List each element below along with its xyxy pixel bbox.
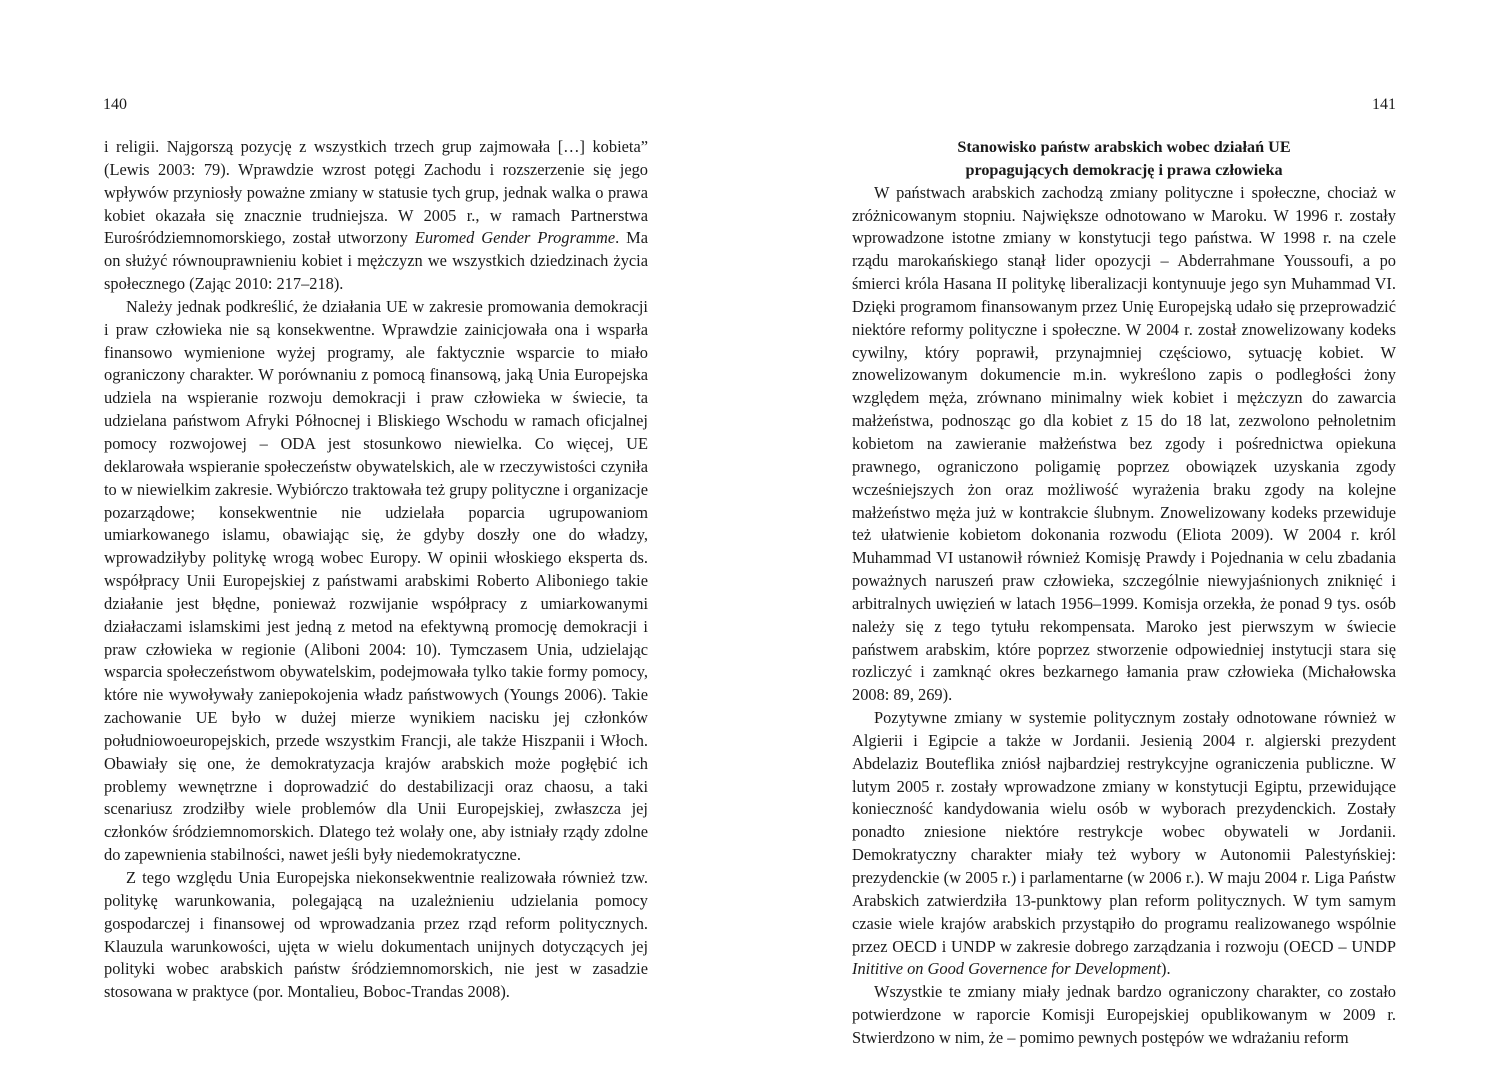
section-heading-line: propagujących demokrację i prawa człowieka <box>965 160 1283 179</box>
italic-title: Inititive on Good Governence for Development <box>852 959 1162 979</box>
section-heading-line: Stanowisko państw arabskich wobec działań UE <box>957 138 1291 156</box>
paragraph: Z tego względu Unia Europejska niekonsekwentnie realizowała również tzw. politykę warunkowania, polegającą na uzależnieniu udzielania pomocy gospodarczej i finansowej od wprowadzania przez rząd reform politycznych. Klauzula warunkowości, ujęta w wielu dokumentach unijnych dotyczących jej polityki wobec arabskich państw śródziemnomorskich, nie jest w zasadzie stosowana w praktyce (por. Montalieu, Boboc-Trandas 2008). <box>104 868 648 1002</box>
paragraph <box>852 707 1396 981</box>
paragraph-text: Pozytywne zmiany w systemie politycznym zostały odnotowane również w Algierii i Egipcie a także w Jordanii. Jesienią 2004 r. algierski prezydent Abdelaziz Bouteflika zniósł najbardziej restrykcyjne ograniczenia publiczne. W lutym 2005 r. zostały wprowadzone zmiany w konstytucji Egiptu, przewidujące konieczność kandydowania wielu osób w wyborach prezydenckich. Zostały ponadto zniesione niektóre restrykcje wobec obywateli w Jordanii. Demokratyczny charakter miały też wybory w Autonomii Palestyńskiej: prezydenckie (w 2005 r.) i parlamentarne (w 2006 r.). W maju 2004 r. Liga Państw Arabskich zatwierdziła 13-punktowy plan reform politycznych. W tym samym czasie wiele krajów arabskich przystąpiło do programu realizowanego wspólnie przez OECD i UNDP w zakresie dobrego zarządzania i rozwoju (OECD – UNDP <box>852 708 1396 956</box>
page-number-left: 140 <box>103 96 127 113</box>
paragraph: Należy jednak podkreślić, że działania UE w zakresie promowania demokracji i praw człowieka nie są konsekwentne. Wprawdzie zainicjowała ona i wsparła finansowo wymienione wyżej programy, ale faktycznie wsparcie to miało ograniczony charakter. W porównaniu z pomocą finansową, jaką Unia Europejska udziela na wspieranie rozwoju demokracji i praw człowieka w świecie, ta udzielana państwom Afryki Północnej i Bliskiego Wschodu w ramach oficjalnej pomocy rozwojowej – ODA jest stosunkowo niewielka. Co więcej, UE deklarowała wspieranie społeczeństw obywatelskich, ale w rzeczywistości czyniła to w niewielkim zakresie. Wybiórczo traktowała też grupy polityczne i organizacje pozarządowe; konsekwentnie nie udzielała poparcia ugrupowaniom umiarkowanego islamu, obawiając się, że gdyby doszły one do władzy, wprowadziłyby politykę wrogą wobec Europy. W opinii włoskiego eksperta ds. współpracy Unii Europejskiej z państwami arabskimi Roberto Aliboniego takie działanie jest błędne, ponieważ rozwijanie współpracy z umiarkowanymi działaczami islamskimi jest jedną z metod na efektywną promocję demokracji i praw człowieka w regionie (Aliboni 2004: 10). Tymczasem Unia, udzielając wsparcia społeczeństwom obywatelskim, podejmowała tylko takie formy pomocy, które nie wywoływały zaniepokojenia władz państwowych (Youngs 2006). Takie zachowanie UE było w dużej mierze wynikiem nacisku jej członków południowoeuropejskich, przede wszystkim Francji, ale także Hiszpanii i Włoch. Obawiały się one, że demokratyzacja krajów arabskich może pogłębić ich problemy wewnętrzne i doprowadzić do destabilizacji oraz chaosu, a taki scenariusz zrodziłby wiele problemów dla Unii Europejskiej, zwłaszcza jej członków śródziemnomorskich. Dlatego też wolały one, aby istniały rządy zdolne do zapewnienia stabilności, nawet jeśli były niedemokratyczne. <box>104 296 648 865</box>
page-number-right: 141 <box>1372 96 1396 113</box>
left-page-body <box>104 136 648 1004</box>
italic-title: Euromed Gender Programme <box>414 228 616 248</box>
paragraph-text: . Ma on służyć równouprawnieniu kobiet i mężczyzn we wszystkich dziedzinach życia społecznego (Zając 2010: 217–218). <box>104 228 648 294</box>
right-page-body <box>852 136 1396 1050</box>
paragraph: W państwach arabskich zachodzą zmiany polityczne i społeczne, chociaż w zróżnicowanym stopniu. Największe odnotowano w Maroku. W 1996 r. zostały wprowadzone istotne zmiany w konstytucji tego państwa. W 1998 r. na czele rządu marokańskiego stanął lider opozycji – Abderrahmane Youssoufi, a po śmierci króla Hasana II politykę liberalizacji kontynuuje jego syn Muhammad VI. Dzięki programom finansowanym przez Unię Europejską udało się przeprowadzić niektóre reformy polityczne i społeczne. W 2004 r. został znowelizowany kodeks cywilny, który poprawił, przynajmniej częściowo, sytuację kobiet. W znowelizowanym dokumencie m.in. wykreślono zapis o podległości żony względem męża, zrównano minimalny wiek kobiet i mężczyzn do zawarcia małżeństwa, podnosząc go dla kobiet z 15 do 18 lat, zezwolono pełnoletnim kobietom na zawieranie małżeństwa bez zgody i pośrednictwa opiekuna prawnego, ograniczono poligamię poprzez obowiązek uzyskania zgody wcześniejszych żon oraz możliwość wyrażenia braku zgody na kolejne małżeństwo męża już w kontrakcie ślubnym. Znowelizowany kodeks przewiduje też ułatwienie kobietom dokonania rozwodu (Eliota 2009). W 2004 r. król Muhammad VI ustanowił również Komisję Prawdy i Pojednania w celu zbadania poważnych naruszeń praw człowieka, szczególnie niewyjaśnionych zniknięć i arbitralnych uwięzień w latach 1956–1999. Komisja orzekła, że ponad 9 tys. osób należy się z tego tytułu rekompensata. Maroko jest pierwszym w świecie państwem arabskim, które poprzez stworzenie odpowiedniej instytucji stara się rozliczyć i zamknąć okres bezkarnego łamania praw człowieka (Michałowska 2008: 89, 269). <box>852 182 1396 705</box>
paragraph: Wszystkie te zmiany miały jednak bardzo ograniczony charakter, co zostało potwierdzone w raporcie Komisji Europejskiej opublikowanym w 2009 r. Stwierdzono w nim, że – pomimo pewnych postępów we wdrażaniu reform <box>852 982 1396 1047</box>
paragraph-text: i religii. Najgorszą pozycję z wszystkich trzech grup zajmowała […] kobieta” (Lewis 2003: 79). Wprawdzie wzrost potęgi Zachodu i rozszerzenie się jego wpływów przyniosły poważne zmiany w statusie tych grup, jednak walka o prawa kobiet okazała się znacznie trudniejsza. W 2005 r., w ramach Partnerstwa Eurośródziemnomorskiego, został utworzony <box>104 137 648 248</box>
paragraph-text: ). <box>1161 959 1171 979</box>
section-heading <box>852 136 1396 182</box>
right-page <box>750 0 1500 1086</box>
paragraph <box>104 136 648 296</box>
